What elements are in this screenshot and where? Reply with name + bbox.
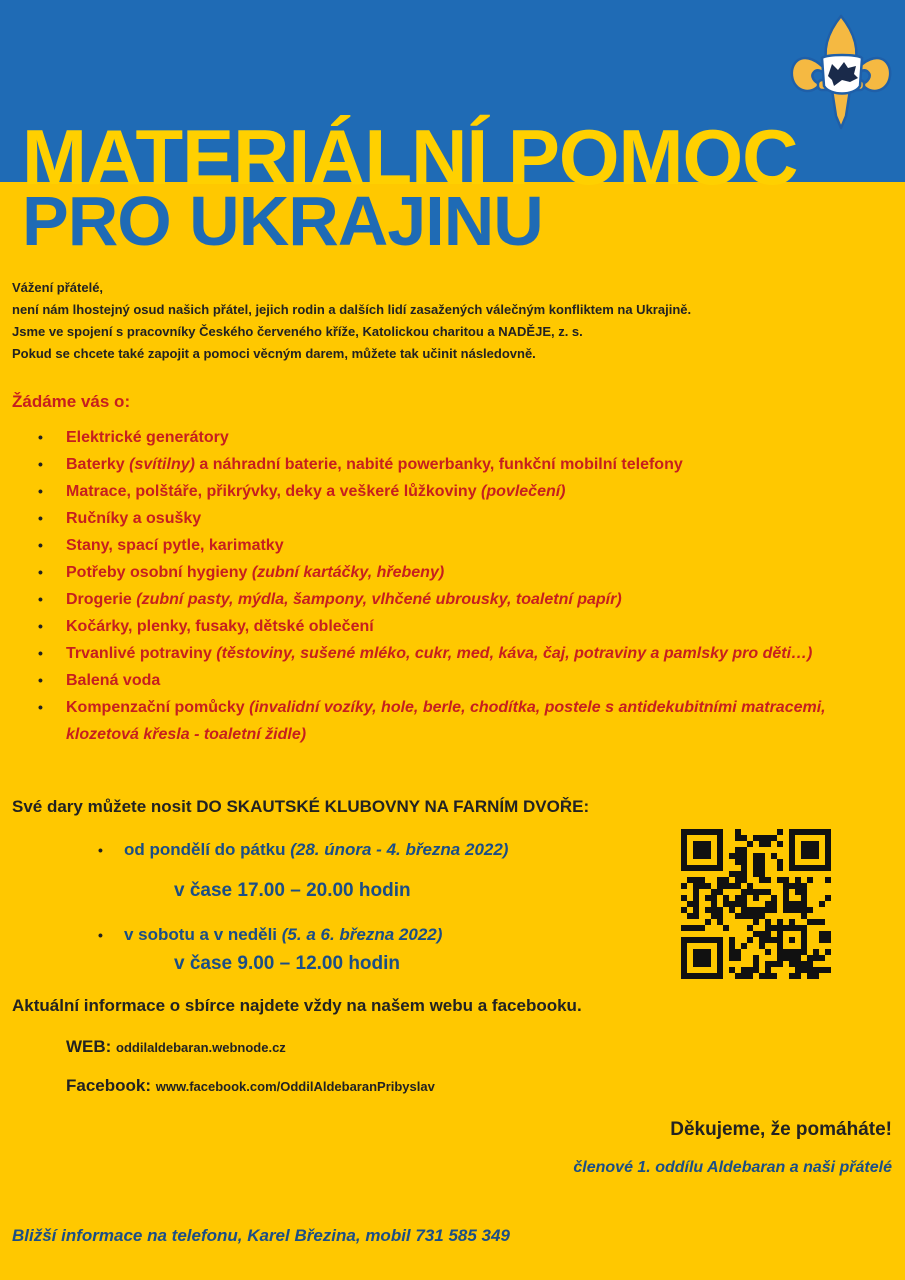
thanks-text: Děkujeme, že pomáháte! [670,1119,892,1140]
facebook-label: Facebook: [66,1076,156,1095]
info-line: Aktuální informace o sbírce najdete vždy na našem webu a facebooku. [12,996,582,1015]
web-line [66,1037,286,1057]
web-label: WEB: [66,1037,117,1056]
page-title-line2: PRO UKRAJINU [22,182,543,260]
schedule-weekdays: • od pondělí do pátku (28. února - 4. března 2022) [98,840,509,859]
drop-off-heading: Své dary můžete nosit DO SKAUTSKÉ KLUBOVNY NA FARNÍM DVOŘE: [12,797,590,816]
bullet-icon: • [98,927,103,943]
donation-items-list [38,424,893,748]
web-link[interactable]: oddilaldebaran.webnode.cz [116,1040,286,1055]
list-item: • Matrace, polštáře, přikrývky, deky a veškeré lůžkoviny (povlečení) [38,478,893,505]
intro-line: není nám lhostejný osud našich přátel, jejich rodin a dalších lidí zasažených válečným konfliktem na Ukrajině. [12,302,692,317]
list-item: • Stany, spací pytle, karimatky [38,532,893,559]
list-item: • Ručníky a osušky [38,505,893,532]
list-item: • Baterky (svítilny) a náhradní baterie, nabité powerbanky, funkční mobilní telefony [38,451,893,478]
list-item: • Drogerie (zubní pasty, mýdla, šampony, vlhčené ubrousky, toaletní papír) [38,586,893,613]
signature-text: členové 1. oddílu Aldebaran a naši přátelé [573,1159,892,1176]
intro-line: Jsme ve spojení s pracovníky Českého červeného kříže, Katolickou charitou a NADĚJE, z. s. [12,324,583,339]
contact-text: Bližší informace na telefonu, Karel Březina, mobil 731 585 349 [12,1226,510,1245]
schedule-weekend-time: v čase 9.00 – 12.00 hodin [174,953,401,974]
list-item: • Elektrické generátory [38,424,893,451]
list-item: • Kočárky, plenky, fusaky, dětské oblečení [38,613,893,640]
list-item: • Balená voda [38,667,893,694]
qr-code-icon [681,829,831,979]
schedule-weekdays-time: v čase 17.00 – 20.00 hodin [174,880,411,901]
facebook-line [66,1076,435,1096]
list-item: • Potřeby osobní hygieny (zubní kartáčky, hřebeny) [38,559,893,586]
schedule-weekend: • v sobotu a v neděli (5. a 6. března 2022) [98,925,443,944]
request-heading: Žádáme vás o: [12,392,131,411]
intro-text [12,277,892,365]
scout-fleur-de-lis-wolf-icon [788,12,894,132]
page-title-line1: MATERIÁLNÍ POMOC [22,113,798,201]
bullet-icon: • [98,842,103,858]
intro-line: Pokud se chcete také zapojit a pomoci věcným darem, můžete tak učinit následovně. [12,346,536,361]
intro-line: Vážení přátelé, [12,280,104,295]
list-item: • Trvanlivé potraviny (těstoviny, sušené mléko, cukr, med, káva, čaj, potraviny a pamlsky pro děti…) [38,640,893,667]
list-item: • Kompenzační pomůcky (invalidní vozíky, hole, berle, chodítka, postele s antidekubitními matracemi, klozetová křesla - toaletní židle) [38,694,893,748]
facebook-link[interactable]: www.facebook.com/OddilAldebaranPribyslav [155,1079,435,1094]
